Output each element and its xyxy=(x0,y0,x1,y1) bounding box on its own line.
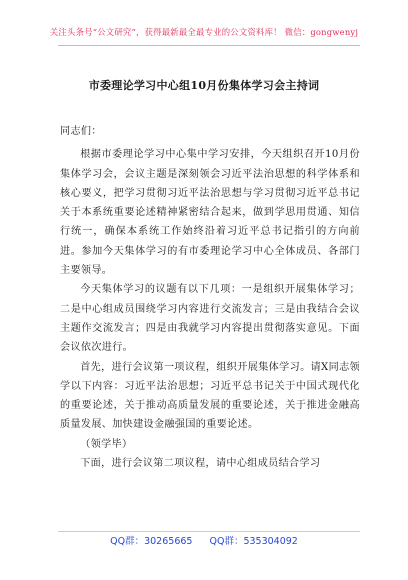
header-divider xyxy=(58,45,360,46)
header-note: 关注头条号“公文研究”，获得最新最全最专业的公文资料库！ 微信：gongwenyj xyxy=(49,27,359,37)
greeting: 同志们： xyxy=(60,126,102,137)
footer-note xyxy=(0,533,408,547)
document-title: 市委理论学习中心组10月份集体学习会主持词 xyxy=(88,79,320,92)
paragraph-1: 根据市委理论学习中心集中学习安排，今天组织召开10月份集体学习会，会议主题是深刻领会习近平法治思想的科学体系和核心要义，把学习贯彻习近平法治思想与学习贯彻习近平总书记关于本系统重要论述精神紧密结合起来，做到学思用贯通、知信行统一，确保本系统工作始终沿着习近平总书记指引的方向前进。参加今天集体学习的有市委理论学习中心全体成员、各部门主要领导。 xyxy=(60,149,360,277)
paragraph-2: 今天集体学习的议题有以下几项：一是组织开展集体学习；二是中心组成员围绕学习内容进行交流发言；三是由我结合会议主题作交流发言；四是由我就学习内容提出贯彻落实意见。下面会议依次进行。 xyxy=(60,284,360,354)
paragraph-5: 下面，进行会议第二项议程，请中心组成员结合学习 xyxy=(80,458,321,470)
footer-qq-group-1: QQ群：30265665 xyxy=(110,536,193,547)
document-body xyxy=(60,122,360,473)
footer-qq-group-2: QQ群：535304092 xyxy=(209,536,298,547)
footer-divider xyxy=(58,531,360,532)
paragraph-4: （领学毕） xyxy=(80,438,133,450)
paragraph-3: 首先，进行会议第一项议程，组织开展集体学习。请X同志领学以下内容：习近平法治思想；习近平总书记关于中国式现代化的重要论述，关于推动高质量发展的重要论述，关于推进金融高质量发展、加快建设金融强国的重要论述。 xyxy=(60,361,360,431)
